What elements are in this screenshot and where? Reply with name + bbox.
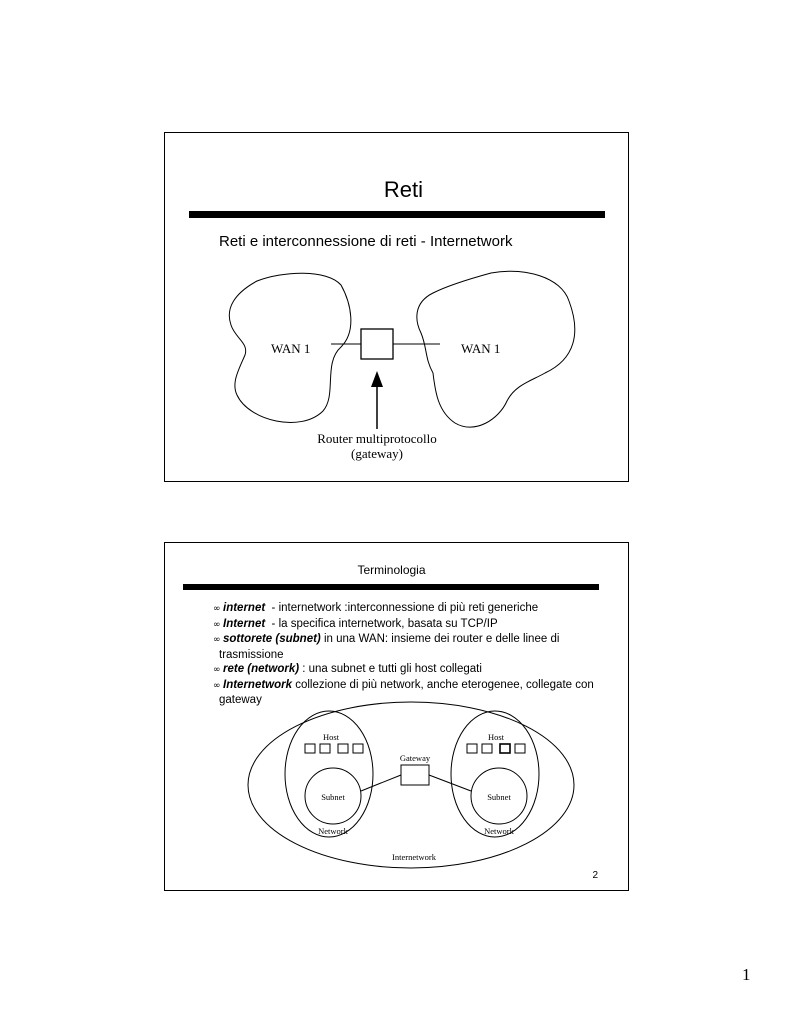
wan-router-diagram xyxy=(165,133,630,483)
definition: - internetwork :interconnessione di più reti generiche xyxy=(265,602,539,614)
definition-continued: gateway xyxy=(219,694,262,706)
router-arrow-head xyxy=(371,371,383,387)
host-left-label: Host xyxy=(322,732,340,742)
host-right-label: Host xyxy=(487,732,505,742)
slide-terminologia xyxy=(164,542,629,891)
definition-continued: trasmissione xyxy=(219,648,284,661)
subnet-left-label: Subnet xyxy=(321,792,345,802)
gateway-label: Gateway xyxy=(399,753,431,763)
slide-title: Reti xyxy=(383,177,423,202)
definition: in una WAN: insieme dei router e delle linee di xyxy=(320,633,560,645)
host-square xyxy=(320,744,330,753)
term: internet xyxy=(223,602,266,614)
internetwork-label: Internetwork xyxy=(392,852,436,862)
infinity-bullet-icon: ∞ xyxy=(213,619,221,630)
host-square xyxy=(338,744,348,753)
slide-reti xyxy=(164,132,629,482)
host-square xyxy=(515,744,525,753)
host-square xyxy=(467,744,477,753)
page-number: 1 xyxy=(742,965,751,984)
internetwork-diagram xyxy=(165,543,630,892)
term: Internetwork xyxy=(223,678,293,691)
router-label: Router multiprotocollo xyxy=(317,431,437,446)
network-left-label: Network xyxy=(318,826,348,836)
router-label-gateway: (gateway) xyxy=(351,446,403,461)
link-left xyxy=(361,775,401,791)
definition: : una subnet e tutti gli host collegati xyxy=(299,663,482,675)
term: Internet xyxy=(223,617,266,630)
wan-left-label: WAN 1 xyxy=(271,341,311,356)
definition: collezione di più network, anche eterogenee, collegate con xyxy=(292,678,594,691)
infinity-bullet-icon: ∞ xyxy=(213,604,221,614)
infinity-bullet-icon: ∞ xyxy=(213,665,221,675)
network-right-ellipse xyxy=(451,711,539,837)
link-right xyxy=(429,775,471,791)
network-right-label: Network xyxy=(484,826,514,836)
host-square xyxy=(482,744,492,753)
gateway-box xyxy=(401,765,429,785)
slide-title: Terminologia xyxy=(357,563,426,577)
host-square xyxy=(500,744,510,753)
host-square xyxy=(305,744,315,753)
term: sottorete (subnet) xyxy=(223,633,321,645)
router-box xyxy=(361,329,393,359)
host-square xyxy=(353,744,363,753)
infinity-bullet-icon: ∞ xyxy=(213,635,221,645)
network-left-ellipse xyxy=(285,711,373,837)
infinity-bullet-icon: ∞ xyxy=(213,680,221,691)
definition: - la specifica internetwork, basata su TCP/IP xyxy=(265,617,498,630)
slide-page-number: 2 xyxy=(592,870,598,881)
wan-right-label: WAN 1 xyxy=(461,341,501,356)
term: rete (network) xyxy=(223,663,300,675)
subnet-right-label: Subnet xyxy=(487,792,511,802)
slide-subtitle: Reti e interconnessione di reti - Internetwork xyxy=(219,233,513,250)
